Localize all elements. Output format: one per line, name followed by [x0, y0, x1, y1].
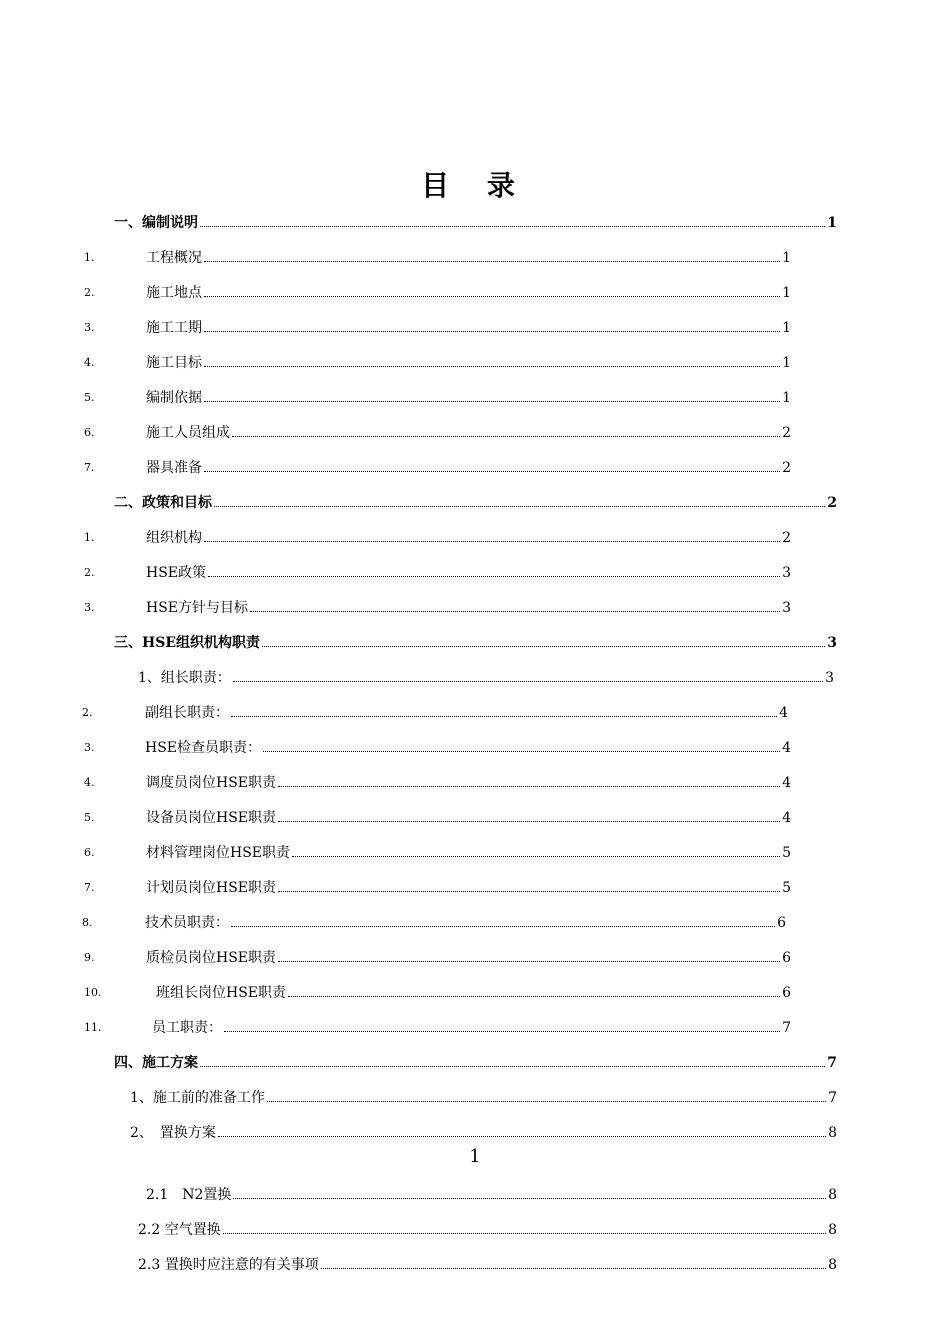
toc-entry[interactable] — [146, 947, 791, 969]
toc-leader — [204, 331, 780, 332]
toc-entry-label: 施工目标 — [146, 355, 202, 371]
toc-leader — [223, 1233, 826, 1234]
toc-entry-label: 1、组长职责： — [138, 670, 231, 686]
toc-entry-number: 9. — [84, 951, 95, 964]
toc-entry-page: 8 — [828, 1125, 837, 1141]
toc-entry-page: 4 — [782, 775, 791, 791]
toc-entry-label: 设备员岗位HSE职责 — [146, 810, 277, 826]
toc-entry-number: 2. — [82, 706, 93, 719]
toc-leader — [232, 436, 780, 437]
toc-leader — [250, 611, 780, 612]
toc-leader — [214, 506, 825, 507]
toc-entry-number: 2. — [84, 286, 95, 299]
toc-entry-page: 6 — [782, 985, 791, 1001]
toc-entry-page: 1 — [782, 250, 791, 266]
toc-leader — [278, 961, 780, 962]
toc-entry-label: 施工人员组成 — [146, 425, 230, 441]
toc-entry[interactable] — [145, 737, 791, 759]
toc-entry[interactable] — [145, 702, 788, 724]
toc-entry-number: 3. — [84, 741, 95, 754]
toc-entry-page: 4 — [779, 705, 788, 721]
toc-entry-label: 二、政策和目标 — [114, 495, 212, 511]
toc-entry-label: 组织机构 — [146, 530, 202, 546]
toc-entry-number: 4. — [84, 776, 95, 789]
toc-leader — [278, 891, 780, 892]
toc-entry-label: 2.3 置换时应注意的有关事项 — [138, 1257, 319, 1273]
toc-entry[interactable] — [146, 387, 791, 409]
toc-entry-number: 10. — [84, 986, 102, 999]
toc-entry-label: 三、HSE组织机构职责 — [114, 635, 261, 651]
toc-entry[interactable] — [152, 1017, 791, 1039]
toc-entry-page: 6 — [777, 915, 786, 931]
toc-entry-section[interactable] — [114, 212, 837, 234]
toc-entry-section[interactable] — [114, 632, 837, 654]
toc-leader — [204, 261, 780, 262]
toc-entry-page: 2 — [782, 530, 791, 546]
toc-entry-page: 1 — [782, 355, 791, 371]
toc-entry[interactable] — [146, 457, 791, 479]
toc-entry-label: 副组长职责： — [145, 705, 229, 721]
toc-entry[interactable] — [146, 352, 791, 374]
toc-leader — [267, 1101, 826, 1102]
toc-entry-number: 11. — [84, 1021, 102, 1034]
toc-entry-page: 1 — [782, 320, 791, 336]
toc-leader — [233, 681, 823, 682]
toc-entry-label: 编制依据 — [146, 390, 202, 406]
toc-leader — [218, 1136, 826, 1137]
toc-entry-number: 6. — [84, 846, 95, 859]
toc-entry-label: 员工职责： — [152, 1020, 222, 1036]
toc-entry-number: 8. — [82, 916, 93, 929]
toc-leader — [224, 1031, 780, 1032]
toc-entry-page: 2 — [782, 460, 791, 476]
toc-entry-page: 1 — [827, 215, 837, 231]
toc-entry-label: 器具准备 — [146, 460, 202, 476]
toc-title: 目 录 — [421, 169, 529, 202]
toc-entry[interactable] — [146, 282, 791, 304]
toc-entry-section[interactable] — [114, 492, 837, 514]
toc-entry-number: 4. — [84, 356, 95, 369]
toc-entry[interactable] — [138, 1219, 837, 1241]
toc-entry-number: 5. — [84, 391, 95, 404]
toc-entry[interactable] — [146, 597, 791, 619]
toc-entry[interactable] — [138, 1254, 837, 1276]
toc-leader — [288, 996, 780, 997]
toc-entry[interactable] — [146, 842, 791, 864]
toc-entry-page: 1 — [782, 390, 791, 406]
toc-entry-page: 8 — [828, 1187, 837, 1203]
toc-entry-number: 7. — [84, 881, 95, 894]
toc-entry-number: 6. — [84, 426, 95, 439]
toc-entry-page: 3 — [827, 635, 837, 651]
toc-entry-label: 1、施工前的准备工作 — [130, 1090, 265, 1106]
toc-leader — [278, 821, 780, 822]
toc-leader — [231, 716, 777, 717]
toc-entry-label: 一、编制说明 — [114, 215, 198, 231]
toc-entry-label: HSE检查员职责： — [145, 740, 262, 756]
toc-entry-label: HSE方针与目标 — [146, 600, 249, 616]
toc-entry-label: 计划员岗位HSE职责 — [146, 880, 277, 896]
toc-entry[interactable] — [146, 422, 791, 444]
toc-entry-label: 技术员职责： — [145, 915, 229, 931]
toc-entry-page: 3 — [782, 565, 791, 581]
toc-entry-label: 质检员岗位HSE职责 — [146, 950, 277, 966]
toc-entry-number: 7. — [84, 461, 95, 474]
toc-leader — [204, 366, 780, 367]
toc-entry-page: 3 — [782, 600, 791, 616]
toc-entry-label: 2.2 空气置换 — [138, 1222, 221, 1238]
toc-entry-section[interactable] — [114, 1052, 837, 1074]
toc-entry[interactable] — [145, 912, 786, 934]
toc-entry[interactable] — [130, 1087, 837, 1109]
page-number: 1 — [469, 1146, 481, 1167]
toc-leader — [204, 471, 780, 472]
toc-entry-page: 7 — [827, 1055, 837, 1071]
toc-entry[interactable] — [146, 877, 791, 899]
toc-entry-page: 3 — [825, 670, 834, 686]
toc-leader — [233, 1198, 826, 1199]
toc-leader — [321, 1268, 826, 1269]
toc-entry[interactable] — [130, 1122, 837, 1144]
toc-entry-page: 4 — [782, 740, 791, 756]
toc-leader — [262, 646, 825, 647]
toc-entry-page: 6 — [782, 950, 791, 966]
toc-entry-label: 2.1 N2置换 — [146, 1187, 232, 1203]
toc-entry[interactable] — [146, 562, 791, 584]
toc-leader — [200, 226, 825, 227]
toc-entry[interactable] — [146, 772, 791, 794]
toc-entry-page: 4 — [782, 810, 791, 826]
toc-entry[interactable] — [146, 317, 791, 339]
toc-leader — [278, 786, 780, 787]
toc-entry-label: 施工地点 — [146, 285, 202, 301]
toc-entry[interactable] — [146, 247, 791, 269]
toc-leader — [204, 296, 780, 297]
toc-leader — [208, 576, 780, 577]
toc-entry-page: 5 — [782, 845, 791, 861]
toc-entry[interactable] — [146, 1184, 837, 1206]
toc-entry-label: 材料管理岗位HSE职责 — [146, 845, 291, 861]
toc-entry-page: 7 — [828, 1090, 837, 1106]
toc-entry[interactable] — [156, 982, 791, 1004]
toc-entry-page: 7 — [782, 1020, 791, 1036]
toc-entry-number: 3. — [84, 601, 95, 614]
toc-entry-label: 施工工期 — [146, 320, 202, 336]
toc-entry-number: 1. — [84, 531, 95, 544]
toc-entry-page: 8 — [828, 1222, 837, 1238]
toc-entry-page: 1 — [782, 285, 791, 301]
toc-leader — [292, 856, 780, 857]
toc-leader — [200, 1066, 825, 1067]
toc-entry-label: 班组长岗位HSE职责 — [156, 985, 287, 1001]
toc-entry-page: 5 — [782, 880, 791, 896]
toc-entry[interactable] — [146, 807, 791, 829]
toc-leader — [231, 926, 775, 927]
toc-leader — [204, 541, 780, 542]
toc-entry-page: 2 — [782, 425, 791, 441]
toc-entry[interactable] — [146, 527, 791, 549]
toc-entry-number: 1. — [84, 251, 95, 264]
toc-entry-label: 调度员岗位HSE职责 — [146, 775, 277, 791]
toc-entry[interactable] — [138, 667, 834, 689]
toc-entry-label: HSE政策 — [146, 565, 207, 581]
toc-leader — [204, 401, 780, 402]
toc-entry-label: 四、施工方案 — [114, 1055, 198, 1071]
toc-entry-label: 2、 置换方案 — [130, 1125, 216, 1141]
toc-entry-page: 2 — [827, 495, 837, 511]
toc-entry-number: 3. — [84, 321, 95, 334]
toc-leader — [263, 751, 780, 752]
toc-entry-label: 工程概况 — [146, 250, 202, 266]
toc-entry-number: 5. — [84, 811, 95, 824]
toc-entry-page: 8 — [828, 1257, 837, 1273]
toc-entry-number: 2. — [84, 566, 95, 579]
